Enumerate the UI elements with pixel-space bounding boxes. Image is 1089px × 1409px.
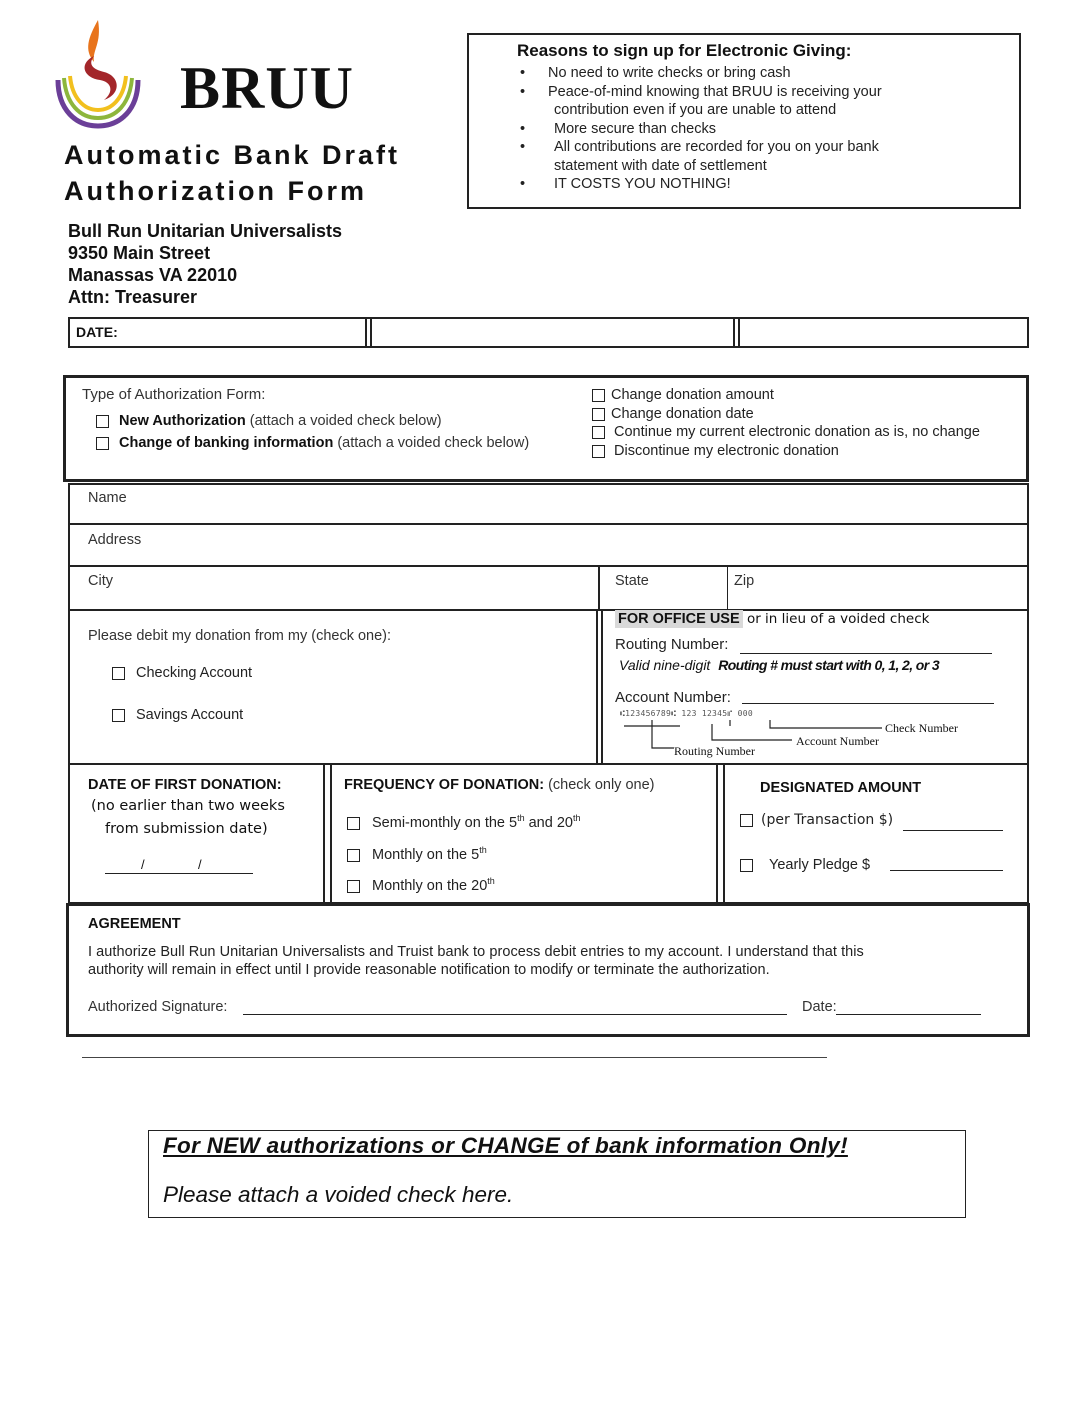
zip-input[interactable] bbox=[760, 570, 1022, 606]
signature-input[interactable] bbox=[243, 998, 787, 1015]
divider bbox=[68, 565, 1029, 567]
savings-account-option[interactable]: Savings Account bbox=[112, 707, 243, 723]
reason-item: statement with date of settlement bbox=[554, 157, 767, 174]
divider bbox=[596, 609, 603, 765]
yearly-pledge-option[interactable]: Yearly Pledge $ bbox=[740, 857, 870, 873]
savings-account-checkbox[interactable] bbox=[112, 709, 125, 722]
routing-valid-note: Valid nine-digit Routing # must start with 0, 1, 2, or 3 bbox=[619, 657, 940, 673]
zip-label: Zip bbox=[734, 573, 755, 589]
date-divider bbox=[365, 317, 372, 348]
change-amount-option[interactable]: Change donation amount bbox=[592, 387, 774, 403]
first-donation-date-input[interactable] bbox=[105, 858, 253, 874]
state-input[interactable] bbox=[655, 570, 723, 606]
state-label: State bbox=[615, 573, 649, 589]
office-use-heading: FOR OFFICE USE or in lieu of a voided check bbox=[615, 611, 929, 627]
office-use-badge: FOR OFFICE USE bbox=[615, 610, 743, 628]
date-divider bbox=[733, 317, 740, 348]
org-city: Manassas VA 22010 bbox=[68, 265, 238, 285]
cut-line bbox=[82, 1057, 827, 1058]
logo-wordmark: BRUU bbox=[180, 55, 355, 121]
first-donation-heading: DATE OF FIRST DONATION: bbox=[88, 777, 282, 793]
divider bbox=[323, 763, 332, 904]
routing-number-caption: Routing Number bbox=[674, 744, 755, 758]
city-input[interactable] bbox=[120, 570, 590, 606]
frequency-heading: FREQUENCY OF DONATION: (check only one) bbox=[344, 777, 655, 793]
designated-amount-heading: DESIGNATED AMOUNT bbox=[760, 780, 922, 796]
reason-item: contribution even if you are unable to attend bbox=[554, 102, 837, 118]
reason-item: • No need to write checks or bring cash bbox=[520, 65, 791, 81]
agreement-date-input[interactable] bbox=[836, 998, 981, 1015]
auth-type-heading: Type of Authorization Form: bbox=[82, 386, 266, 403]
checking-account-option[interactable]: Checking Account bbox=[112, 665, 252, 681]
divider bbox=[716, 763, 725, 904]
checking-account-checkbox[interactable] bbox=[112, 667, 125, 680]
frequency-semimonthly-option[interactable]: Semi-monthly on the 5th and 20th bbox=[347, 813, 581, 831]
reasons-title: Reasons to sign up for Electronic Giving: bbox=[517, 41, 852, 60]
form-title-line2: Authorization Form bbox=[64, 176, 367, 206]
org-name: Bull Run Unitarian Universalists bbox=[68, 221, 343, 241]
form-title-line1: Automatic Bank Draft bbox=[64, 140, 401, 170]
attach-check-instruction: Please attach a voided check here. bbox=[163, 1182, 514, 1207]
agreement-heading: AGREEMENT bbox=[88, 916, 181, 932]
date-field-2[interactable] bbox=[374, 320, 730, 345]
reason-item: • All contributions are recorded for you on your bank bbox=[520, 139, 879, 155]
account-number-input[interactable] bbox=[742, 690, 994, 704]
reason-item: • IT COSTS YOU NOTHING! bbox=[520, 176, 731, 192]
reasons-list bbox=[520, 64, 882, 194]
change-amount-checkbox[interactable] bbox=[592, 389, 605, 402]
yearly-pledge-amount-input[interactable] bbox=[890, 855, 1003, 871]
address-input[interactable] bbox=[150, 528, 1020, 560]
frequency-monthly-5th-option[interactable]: Monthly on the 5th bbox=[347, 845, 487, 863]
first-donation-note2: from submission date) bbox=[105, 821, 268, 837]
yearly-pledge-checkbox[interactable] bbox=[740, 859, 753, 872]
agreement-date-label: Date: bbox=[802, 999, 837, 1015]
change-date-option[interactable]: Change donation date bbox=[592, 406, 754, 422]
check-number-caption: Check Number bbox=[885, 721, 958, 735]
date-field-1[interactable] bbox=[130, 320, 362, 345]
divider bbox=[598, 565, 600, 611]
continue-option[interactable]: Continue my current electronic donation as is, no change bbox=[592, 424, 980, 440]
monthly-20th-checkbox[interactable] bbox=[347, 880, 360, 893]
attach-check-notice: For NEW authorizations or CHANGE of bank information Only! bbox=[163, 1133, 848, 1158]
routing-number-input[interactable] bbox=[740, 638, 992, 654]
date-field-3[interactable] bbox=[742, 320, 1026, 345]
date-slash: / bbox=[141, 857, 145, 872]
new-authorization-option[interactable]: New Authorization (attach a voided check below) bbox=[96, 413, 442, 429]
account-number-label: Account Number: bbox=[615, 689, 731, 706]
routing-number-label: Routing Number: bbox=[615, 636, 729, 653]
reason-item: • Peace-of-mind knowing that BRUU is receiving your bbox=[520, 83, 882, 100]
new-authorization-checkbox[interactable] bbox=[96, 415, 109, 428]
semimonthly-checkbox[interactable] bbox=[347, 817, 360, 830]
city-label: City bbox=[88, 573, 113, 589]
date-slash: / bbox=[198, 857, 202, 872]
bruu-logo-icon bbox=[48, 16, 148, 134]
org-attn: Attn: Treasurer bbox=[68, 287, 198, 307]
divider bbox=[727, 565, 728, 611]
debit-prompt: Please debit my donation from my (check one): bbox=[88, 628, 392, 644]
change-banking-checkbox[interactable] bbox=[96, 437, 109, 450]
per-transaction-checkbox[interactable] bbox=[740, 814, 753, 827]
change-date-checkbox[interactable] bbox=[592, 408, 605, 421]
divider bbox=[68, 523, 1029, 525]
discontinue-checkbox[interactable] bbox=[592, 445, 605, 458]
name-label: Name bbox=[88, 490, 127, 506]
first-donation-note1: (no earlier than two weeks bbox=[91, 798, 285, 814]
reason-item: • More secure than checks bbox=[520, 120, 716, 137]
address-label: Address bbox=[88, 532, 142, 548]
org-street: 9350 Main Street bbox=[68, 243, 211, 263]
name-input[interactable] bbox=[135, 487, 1020, 519]
per-transaction-amount-input[interactable] bbox=[903, 815, 1003, 831]
discontinue-option[interactable]: Discontinue my electronic donation bbox=[592, 443, 839, 459]
monthly-5th-checkbox[interactable] bbox=[347, 849, 360, 862]
date-label: DATE: bbox=[76, 324, 118, 340]
signature-label: Authorized Signature: bbox=[88, 999, 228, 1015]
frequency-monthly-20th-option[interactable]: Monthly on the 20th bbox=[347, 876, 495, 894]
continue-checkbox[interactable] bbox=[592, 426, 605, 439]
per-transaction-option[interactable]: (per Transaction $) bbox=[740, 812, 893, 828]
agreement-text-line1: I authorize Bull Run Unitarian Universalists and Truist bank to process debit entries to my account. I understand that this bbox=[88, 944, 864, 960]
micr-line: ⑆123456789⑆ 123 12345⑈ 000 bbox=[620, 709, 753, 718]
account-number-caption: Account Number bbox=[796, 734, 879, 748]
change-banking-option[interactable]: Change of banking information (attach a voided check below) bbox=[96, 435, 529, 451]
agreement-text-line2: authority will remain in effect until I provide reasonable notification to modify or terminate the authorization. bbox=[88, 962, 770, 978]
